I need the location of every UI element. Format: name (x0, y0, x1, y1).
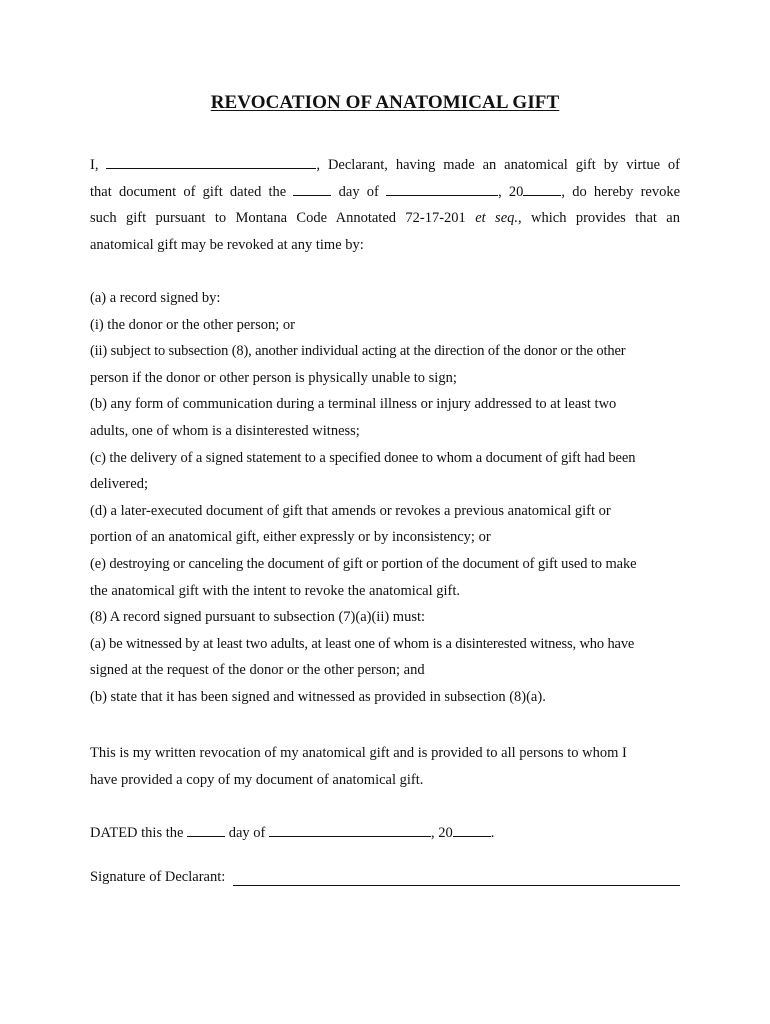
intro-text: such gift pursuant to Montana Code Annotated 72-17-201 (90, 210, 466, 227)
intro-line-1 (90, 152, 680, 179)
intro-text: , do hereby revoke (561, 183, 681, 200)
declarant-name-blank[interactable] (106, 154, 316, 169)
closing-paragraph (90, 740, 680, 793)
list-item: (b) state that it has been signed and witnessed as provided in subsection (8)(a). (90, 688, 546, 705)
list-item: person if the donor or other person is physically unable to sign; (90, 369, 457, 386)
list-item: (ii) subject to subsection (8), another individual acting at the direction of the donor or the other (90, 343, 626, 360)
dated-day-blank[interactable] (187, 822, 225, 837)
list-item: (a) be witnessed by at least two adults, at least one of whom is a disinterested witness, who have (90, 635, 635, 652)
intro-paragraph (90, 152, 680, 258)
intro-text: that document of gift dated the (90, 183, 287, 200)
list-item: the anatomical gift with the intent to revoke the anatomical gift. (90, 582, 461, 599)
signature-label: Signature of Declarant: (90, 869, 226, 885)
dated-line (90, 820, 680, 847)
intro-emphasis: et seq. (475, 210, 519, 227)
dated-text: DATED this the (90, 825, 184, 841)
gift-year-blank[interactable] (523, 181, 561, 196)
intro-text: day of (338, 183, 379, 200)
list-item: (c) the delivery of a signed statement to a specified donee to whom a document of gift had been (90, 449, 636, 466)
intro-line-3 (90, 205, 680, 232)
closing-line-1: This is my written revocation of my anatomical gift and is provided to all persons to whom I (90, 745, 627, 761)
intro-text: , 20 (498, 183, 524, 200)
revocation-methods-list (90, 285, 680, 711)
list-item: (b) any form of communication during a terminal illness or injury addressed to at least two (90, 396, 617, 413)
list-item: (i) the donor or the other person; or (90, 316, 295, 333)
dated-text: , 20 (430, 825, 453, 841)
dated-month-blank[interactable] (269, 822, 431, 837)
signature-row (90, 869, 680, 886)
dated-row (90, 820, 680, 847)
intro-text: , Declarant, having made an anatomical gift by virtue of (316, 157, 681, 173)
gift-month-blank[interactable] (386, 181, 498, 196)
dated-year-blank[interactable] (453, 822, 491, 837)
list-item: (8) A record signed pursuant to subsection (7)(a)(ii) must: (90, 609, 426, 626)
list-item: (d) a later-executed document of gift that amends or revokes a previous anatomical gift or (90, 502, 611, 519)
list-item: signed at the request of the donor or the other person; and (90, 662, 425, 679)
intro-text: I, (90, 157, 99, 173)
dated-text: day of (228, 825, 266, 841)
closing-line-2: have provided a copy of my document of anatomical gift. (90, 771, 424, 788)
intro-line-4: anatomical gift may be revoked at any time by: (90, 236, 364, 253)
signature-blank[interactable] (233, 870, 680, 886)
document-title: REVOCATION OF ANATOMICAL GIFT (210, 92, 560, 113)
gift-day-blank[interactable] (293, 181, 331, 196)
list-item: adults, one of whom is a disinterested witness; (90, 422, 360, 439)
list-item: delivered; (90, 476, 148, 493)
dated-text: . (490, 825, 495, 841)
intro-line-2 (90, 179, 680, 206)
intro-text: , which provides that an (518, 210, 680, 227)
list-item: (a) a record signed by: (90, 290, 221, 306)
list-item: portion of an anatomical gift, either expressly or by inconsistency; or (90, 529, 491, 546)
list-item: (e) destroying or canceling the document of gift or portion of the document of gift used to make (90, 555, 637, 572)
